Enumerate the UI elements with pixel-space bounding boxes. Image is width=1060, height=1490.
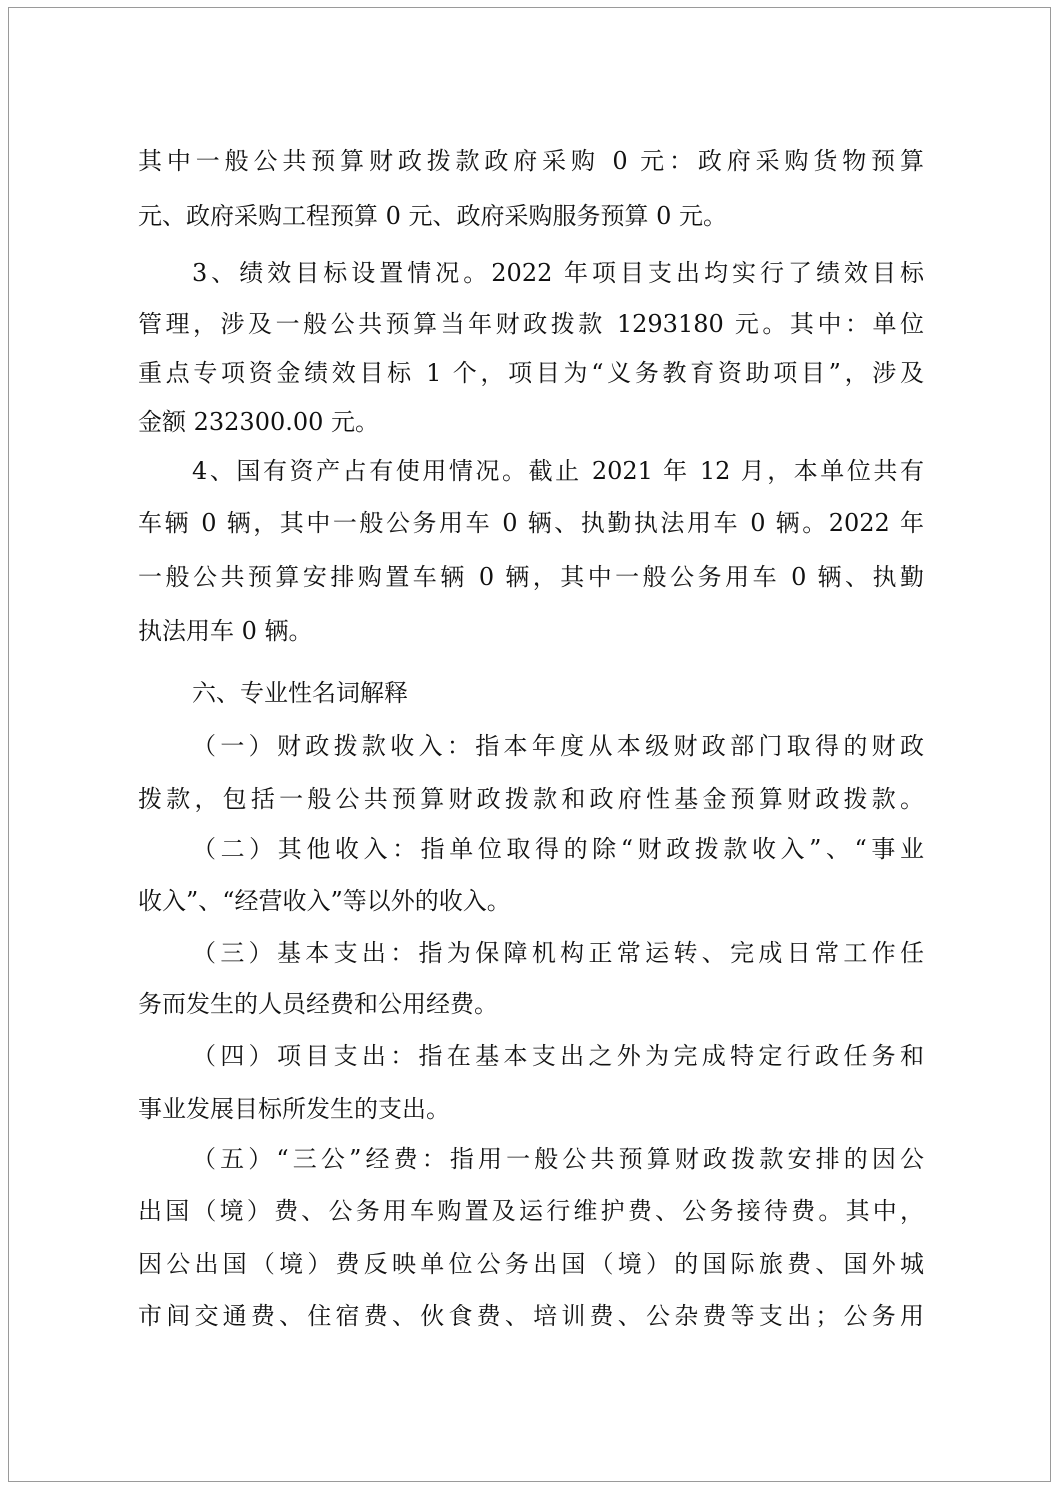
paragraph-line: 管理，涉及一般公共预算当年财政拨款 1293180 元。其中：单位 xyxy=(138,310,924,338)
paragraph-line: 出国（境）费、公务用车购置及运行维护费、公务接待费。其中， xyxy=(138,1197,924,1225)
paragraph-line: 4、国有资产占有使用情况。截止 2021 年 12 月，本单位共有 xyxy=(192,457,924,485)
paragraph-line: 车辆 0 辆，其中一般公务用车 0 辆、执勤执法用车 0 辆。2022 年 xyxy=(138,509,924,537)
paragraph-line: 因公出国（境）费反映单位公务出国（境）的国际旅费、国外城 xyxy=(138,1250,924,1278)
paragraph-line: 一般公共预算安排购置车辆 0 辆，其中一般公务用车 0 辆、执勤 xyxy=(138,563,924,591)
paragraph-line: 拨款，包括一般公共预算财政拨款和政府性基金预算财政拨款。 xyxy=(138,785,924,813)
paragraph-line: （四）项目支出：指在基本支出之外为完成特定行政任务和 xyxy=(192,1042,924,1070)
paragraph-line: 执法用车 0 辆。 xyxy=(138,617,313,645)
paragraph-line: 事业发展目标所发生的支出。 xyxy=(138,1095,450,1123)
paragraph-line: 3、绩效目标设置情况。2022 年项目支出均实行了绩效目标 xyxy=(192,259,924,287)
paragraph-line: 其中一般公共预算财政拨款政府采购 0 元：政府采购货物预算 xyxy=(138,147,924,175)
paragraph-line: 元、政府采购工程预算 0 元、政府采购服务预算 0 元。 xyxy=(138,202,728,230)
paragraph-line: 市间交通费、住宿费、伙食费、培训费、公杂费等支出；公务用 xyxy=(138,1302,924,1330)
section-heading: 六、专业性名词解释 xyxy=(192,679,408,707)
paragraph-line: （一）财政拨款收入：指本年度从本级财政部门取得的财政 xyxy=(192,732,924,760)
paragraph-line: 金额 232300.00 元。 xyxy=(138,408,380,436)
paragraph-line: 务而发生的人员经费和公用经费。 xyxy=(138,990,498,1018)
paragraph-line: （五）“三公”经费：指用一般公共预算财政拨款安排的因公 xyxy=(192,1145,924,1173)
paragraph-line: 收入”、“经营收入”等以外的收入。 xyxy=(138,887,511,915)
paragraph-line: （三）基本支出：指为保障机构正常运转、完成日常工作任 xyxy=(192,939,924,967)
paragraph-line: （二）其他收入：指单位取得的除“财政拨款收入”、“事业 xyxy=(192,835,924,863)
paragraph-line: 重点专项资金绩效目标 1 个，项目为“义务教育资助项目”，涉及 xyxy=(138,359,924,387)
